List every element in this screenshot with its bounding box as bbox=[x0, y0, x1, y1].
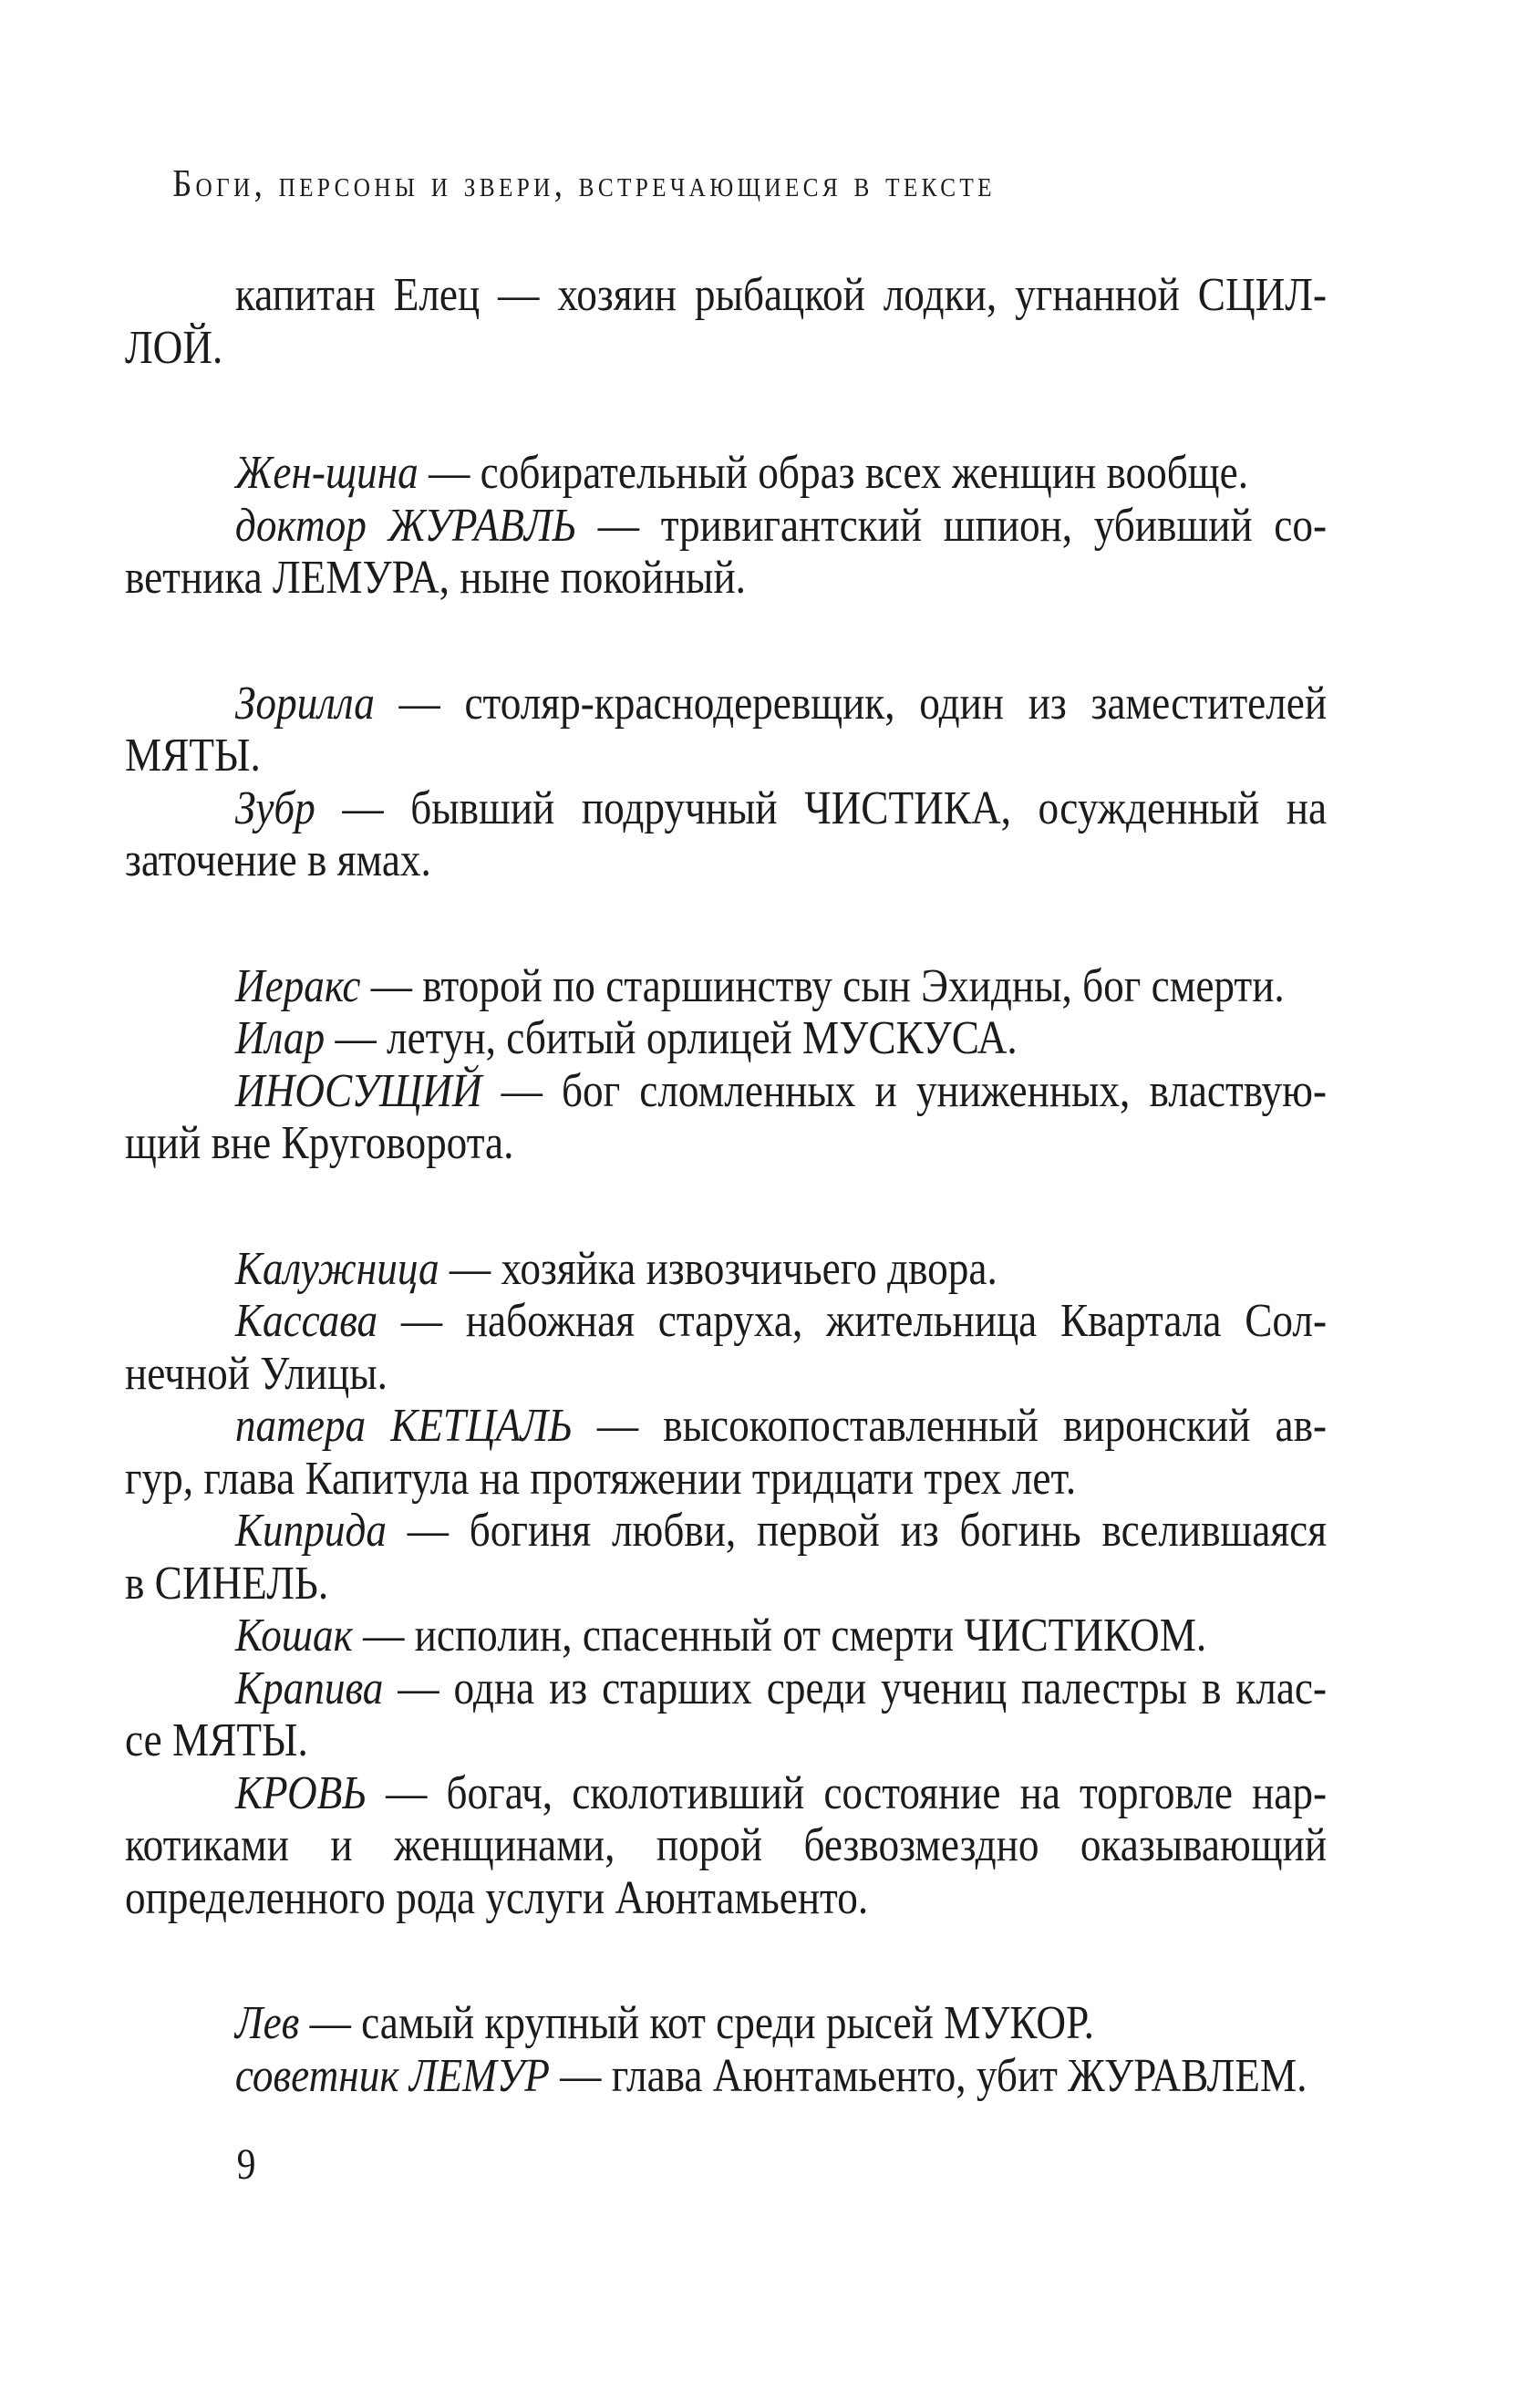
entry-text: — богач, сколотивший состояние на торговле нар- bbox=[367, 1766, 1328, 1819]
glossary-entry bbox=[125, 1065, 1327, 1170]
entry-name: Иеракс bbox=[234, 959, 361, 1012]
text-line bbox=[125, 960, 1327, 1013]
glossary-entry bbox=[125, 2050, 1327, 2103]
entry-text: — хозяйка извозчичьего двора. bbox=[439, 1242, 997, 1295]
entry-text: нечной Улицы. bbox=[125, 1347, 388, 1400]
text-line bbox=[125, 1295, 1327, 1348]
entry-name: Кошак bbox=[234, 1610, 353, 1662]
text-line bbox=[125, 1662, 1327, 1715]
text-column bbox=[125, 0, 1327, 2392]
glossary-entry bbox=[125, 1012, 1327, 1065]
entry-text: капитан Елец — хозяин рыбацкой лодки, угнанной СЦИЛ- bbox=[234, 269, 1328, 321]
entry-text: — исполин, спасенный от смерти ЧИСТИКОМ. bbox=[352, 1610, 1207, 1662]
entry-name: Зорилла bbox=[234, 677, 375, 730]
text-line bbox=[125, 1872, 1327, 1925]
glossary-entry bbox=[125, 1400, 1327, 1505]
entry-text: ветника ЛЕМУРА, ныне покойный. bbox=[125, 552, 746, 604]
text-line bbox=[125, 678, 1327, 730]
glossary-entry bbox=[125, 1243, 1327, 1296]
entry-name: советник ЛЕМУР bbox=[234, 2049, 550, 2102]
entry-text: — набожная старуха, жительница Квартала Сол- bbox=[377, 1295, 1328, 1347]
text-line bbox=[125, 1610, 1327, 1662]
entry-text: — бывший подручный ЧИСТИКА, осужденный на bbox=[315, 782, 1328, 834]
entry-text: в СИНЕЛЬ. bbox=[125, 1557, 329, 1610]
text-line bbox=[125, 782, 1327, 835]
entry-text: МЯТЫ. bbox=[125, 730, 261, 782]
page-number: 9 bbox=[236, 2140, 256, 2189]
text-line bbox=[125, 1400, 1327, 1453]
glossary-entry bbox=[125, 1610, 1327, 1662]
entry-group bbox=[125, 1997, 1327, 2102]
entry-group bbox=[125, 960, 1327, 1170]
entry-text: — тривигантский шпион, убивший со- bbox=[576, 499, 1328, 552]
entry-text: — бог сломленных и униженных, властвую- bbox=[481, 1064, 1328, 1117]
glossary-entry bbox=[125, 678, 1327, 782]
glossary-entries bbox=[125, 269, 1327, 2102]
entry-text: ЛОЙ. bbox=[125, 321, 223, 374]
entry-name: Жен-щина bbox=[234, 447, 419, 499]
text-line bbox=[125, 730, 1327, 782]
entry-name: Лев bbox=[234, 1997, 300, 2049]
entry-text: — самый крупный кот среди рысей МУКОР. bbox=[299, 1997, 1094, 2049]
entry-name: доктор ЖУРАВЛЬ bbox=[234, 499, 577, 552]
entry-name: Илар bbox=[234, 1012, 326, 1064]
glossary-entry bbox=[125, 1662, 1327, 1767]
text-line bbox=[125, 447, 1327, 500]
glossary-entry bbox=[125, 1767, 1327, 1925]
text-line bbox=[125, 1997, 1327, 2050]
text-line bbox=[125, 1012, 1327, 1065]
text-line bbox=[125, 1767, 1327, 1820]
text-line bbox=[125, 500, 1327, 553]
entry-group bbox=[125, 678, 1327, 887]
glossary-entry bbox=[125, 960, 1327, 1013]
entry-group bbox=[125, 447, 1327, 605]
entry-text: — высокопоставленный виронский ав- bbox=[572, 1400, 1328, 1452]
entry-group bbox=[125, 1243, 1327, 1925]
entry-text: заточение в ямах. bbox=[125, 834, 431, 886]
text-line bbox=[125, 834, 1327, 887]
glossary-entry bbox=[125, 1997, 1327, 2050]
entry-text: — глава Аюнтамьенто, убит ЖУРАВЛЕМ. bbox=[549, 2049, 1307, 2102]
entry-text: — летун, сбитый орлицей МУСКУСА. bbox=[325, 1012, 1018, 1064]
entry-text: — богиня любви, первой из богинь вселившаяся bbox=[386, 1505, 1328, 1557]
text-line bbox=[125, 269, 1327, 322]
entry-name: КРОВЬ bbox=[234, 1766, 367, 1819]
entry-name: Калужница bbox=[234, 1242, 439, 1295]
glossary-entry bbox=[125, 269, 1327, 374]
glossary-entry bbox=[125, 500, 1327, 605]
text-line bbox=[125, 1348, 1327, 1401]
page-header: Боги, персоны и звери, встречающиеся в тексте bbox=[172, 163, 996, 205]
text-line bbox=[125, 1117, 1327, 1170]
entry-text: определенного рода услуги Аюнтамьенто. bbox=[125, 1871, 869, 1924]
glossary-entry bbox=[125, 1505, 1327, 1610]
entry-text: котиками и женщинами, порой безвозмездно оказывающий bbox=[125, 1819, 1328, 1871]
entry-name: ИНОСУЩИЙ bbox=[234, 1064, 482, 1117]
glossary-entry bbox=[125, 447, 1327, 500]
entry-text: — одна из старших среди учениц палестры в клас- bbox=[383, 1662, 1328, 1714]
text-line bbox=[125, 1065, 1327, 1118]
text-line bbox=[125, 1714, 1327, 1767]
entry-name: Крапива bbox=[234, 1662, 384, 1714]
entry-text: — столяр-краснодеревщик, один из заместителей bbox=[374, 677, 1328, 730]
entry-text: гур, глава Капитула на протяжении тридцати трех лет. bbox=[125, 1452, 1077, 1505]
glossary-entry bbox=[125, 782, 1327, 887]
text-line bbox=[125, 1505, 1327, 1558]
entry-text: — второй по старшинству сын Эхидны, бог смерти. bbox=[360, 959, 1285, 1012]
entry-name: Зубр bbox=[234, 782, 315, 834]
text-line bbox=[125, 2050, 1327, 2103]
entry-group bbox=[125, 269, 1327, 374]
text-line bbox=[125, 1819, 1327, 1872]
entry-name: Киприда bbox=[234, 1505, 387, 1557]
text-line bbox=[125, 552, 1327, 605]
entry-text: се МЯТЫ. bbox=[125, 1714, 308, 1766]
text-line bbox=[125, 322, 1327, 375]
entry-text: щий вне Круговорота. bbox=[125, 1117, 514, 1169]
entry-text: — собирательный образ всех женщин вообще. bbox=[418, 447, 1249, 499]
text-line bbox=[125, 1558, 1327, 1610]
glossary-entry bbox=[125, 1295, 1327, 1400]
text-line bbox=[125, 1243, 1327, 1296]
entry-name: патера КЕТЦАЛЬ bbox=[234, 1400, 573, 1452]
entry-name: Кассава bbox=[234, 1295, 378, 1347]
text-line bbox=[125, 1453, 1327, 1506]
